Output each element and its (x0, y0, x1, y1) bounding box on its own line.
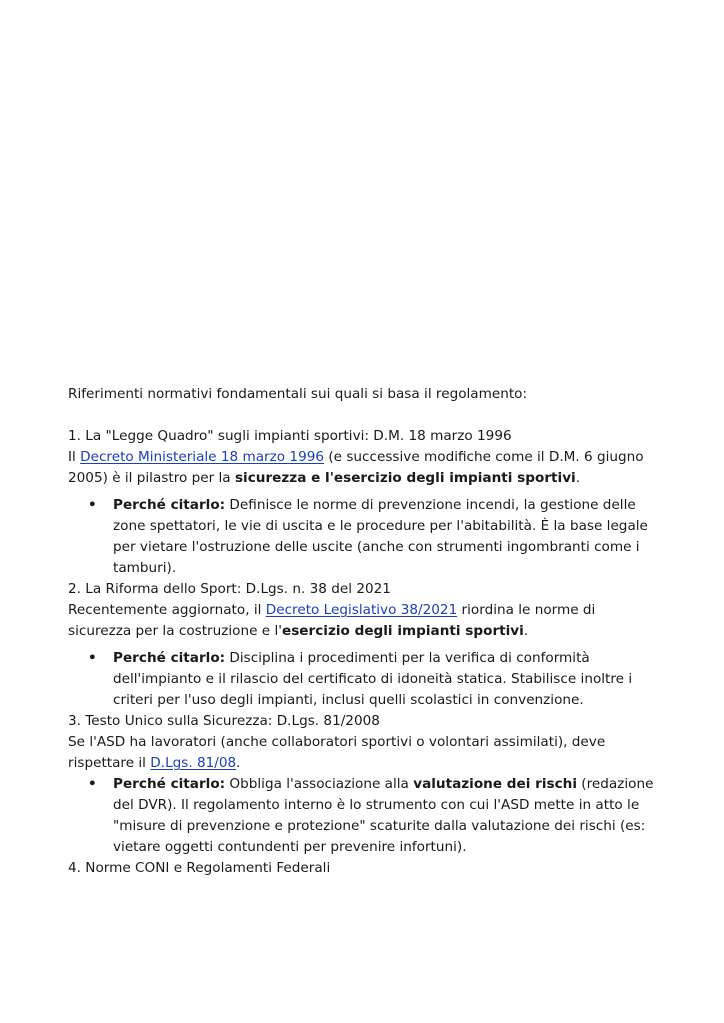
link-decreto-legislativo[interactable]: Decreto Legislativo 38/2021 (265, 602, 458, 618)
bullet-label: Perché citarlo: (113, 776, 226, 792)
bullet-list (68, 774, 658, 858)
body-bold-text: esercizio degli impianti sportivi (282, 623, 524, 639)
bullet-label: Perché citarlo: (113, 497, 226, 513)
section-riforma-sport (68, 579, 658, 711)
body-text: Recentemente aggiornato, il (68, 602, 266, 618)
body-bold-text: sicurezza e l'esercizio degli impianti sportivi (234, 470, 576, 486)
intro-paragraph: Riferimenti normativi fondamentali sui quali si basa il regolamento: (68, 386, 528, 402)
body-text: riordina le norme di sicurezza per la costruzione e l' (68, 602, 596, 639)
link-dlgs-81-08[interactable]: D.Lgs. 81/08 (150, 755, 237, 771)
section-legge-quadro (68, 426, 658, 579)
link-decreto-ministeriale[interactable]: Decreto Ministeriale 18 marzo 1996 (80, 449, 325, 465)
bullet-list (68, 495, 658, 579)
bullet-text: (redazione del DVR). Il regolamento interno è lo strumento con cui l'ASD mette in atto le "misure di prevenzione e protezione" scaturite dalla valutazione dei rischi (es: vietare oggetti contundenti per prevenire infortuni). (113, 776, 654, 855)
body-text: . (523, 623, 529, 639)
bullet-bold-text: valutazione dei rischi (413, 776, 577, 792)
section-heading: 1. La "Legge Quadro" sugli impianti sportivi: D.M. 18 marzo 1996 (68, 428, 512, 444)
section-body (68, 600, 658, 642)
list-item (68, 495, 658, 579)
body-text: Il (68, 449, 81, 465)
bullet-text: Disciplina i procedimenti per la verifica di conformità dell'impianto e il rilascio del certificato di idoneità statica. Stabilisce inoltre i criteri per l'uso degli impianti, inclusi quelli scolastici in convenzione. (113, 650, 633, 708)
section-norme-coni (68, 858, 658, 879)
section-body (68, 732, 658, 774)
body-text: Se l'ASD ha lavoratori (anche collaboratori sportivi o volontari assimilati), deve rispettare il (68, 734, 606, 771)
body-text: (e successive modifiche come il D.M. 6 giugno 2005) è il pilastro per la (68, 449, 644, 486)
bullet-text: Obbliga l'associazione alla (225, 776, 414, 792)
section-heading: 4. Norme CONI e Regolamenti Federali (68, 860, 331, 876)
document-page (68, 384, 658, 879)
bullet-icon: • (88, 497, 97, 513)
section-body (68, 447, 658, 489)
body-text: . (575, 470, 581, 486)
list-item (68, 774, 658, 858)
section-testo-unico (68, 711, 658, 858)
section-heading: 3. Testo Unico sulla Sicurezza: D.Lgs. 81/2008 (68, 713, 380, 729)
body-text: . (236, 755, 241, 771)
bullet-icon: • (88, 650, 97, 666)
section-heading: 2. La Riforma dello Sport: D.Lgs. n. 38 del 2021 (68, 581, 391, 597)
bullet-text: Definisce le norme di prevenzione incendi, la gestione delle zone spettatori, le vie di uscita e le procedure per l'abitabilità. È la base legale per vietare l'ostruzione delle uscite (anche con strumenti ingombranti come i tamburi). (113, 497, 648, 576)
bullet-icon: • (88, 776, 97, 792)
list-item (68, 648, 658, 711)
bullet-list (68, 648, 658, 711)
bullet-label: Perché citarlo: (113, 650, 226, 666)
